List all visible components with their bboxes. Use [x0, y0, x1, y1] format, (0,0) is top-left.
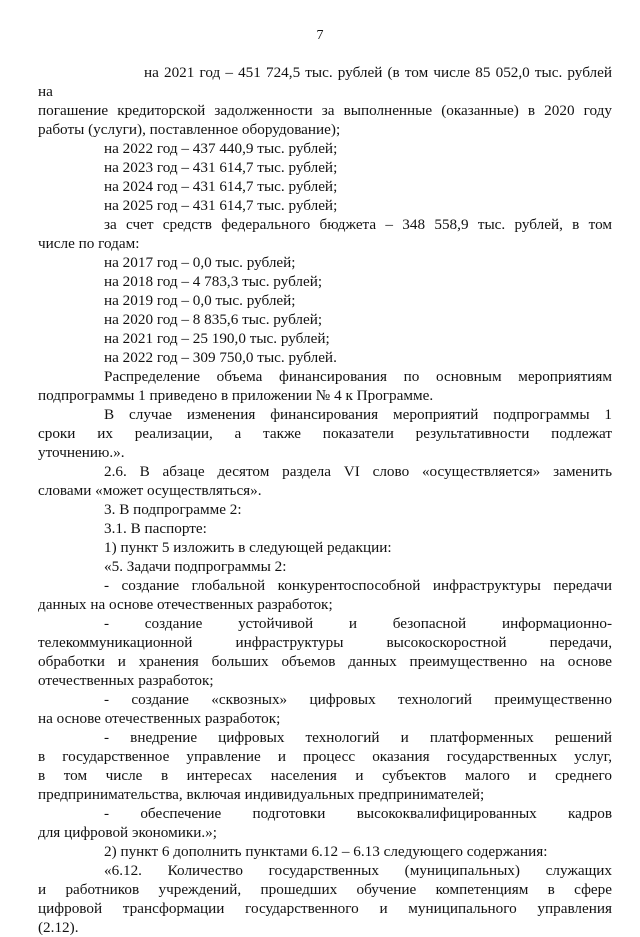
paragraph: на 2025 год – 431 614,7 тыс. рублей;	[104, 197, 338, 214]
text-line: и работников учреждений, прошедших обучение компетенциям в сфере	[38, 881, 612, 898]
page-body	[38, 63, 612, 937]
page-number: 7	[316, 28, 324, 43]
text-line: предпринимательства, включая индивидуальных предпринимателей;	[38, 786, 485, 803]
text-line: телекоммуникационной инфраструктуры высокоскоростной передачи,	[38, 634, 612, 651]
paragraph: на 2024 год – 431 614,7 тыс. рублей;	[104, 178, 338, 195]
paragraph: 1) пункт 5 изложить в следующей редакции:	[104, 539, 392, 556]
text-line: - создание устойчивой и безопасной информационно-	[104, 615, 612, 632]
paragraph: на 2021 год – 25 190,0 тыс. рублей;	[104, 330, 330, 347]
paragraph: «5. Задачи подпрограммы 2:	[104, 558, 287, 575]
text-line: Распределение объема финансирования по основным мероприятиям	[104, 368, 612, 385]
paragraph: на 2023 год – 431 614,7 тыс. рублей;	[104, 159, 338, 176]
text-line: - внедрение цифровых технологий и платформенных решений	[104, 729, 612, 746]
paragraph: на 2018 год – 4 783,3 тыс. рублей;	[104, 273, 323, 290]
text-line: сроки их реализации, а также показатели результативности подлежат	[38, 425, 612, 442]
paragraph: на 2020 год – 8 835,6 тыс. рублей;	[104, 311, 323, 328]
paragraph: на 2019 год – 0,0 тыс. рублей;	[104, 292, 296, 309]
text-line: отечественных разработок;	[38, 672, 214, 689]
text-line: на 2021 год – 451 724,5 тыс. рублей (в том числе 85 052,0 тыс. рублей на	[38, 64, 612, 100]
text-line: уточнению.».	[38, 444, 125, 461]
paragraph: 2) пункт 6 дополнить пунктами 6.12 – 6.13 следующего содержания:	[104, 843, 548, 860]
paragraph: на 2017 год – 0,0 тыс. рублей;	[104, 254, 296, 271]
text-line: числе по годам:	[38, 235, 140, 252]
text-line: - создание «сквозных» цифровых технологий преимущественно	[104, 691, 612, 708]
paragraph: на 2022 год – 437 440,9 тыс. рублей;	[104, 140, 338, 157]
text-line: в государственное управление и процесс оказания государственных услуг,	[38, 748, 612, 765]
paragraph	[38, 63, 612, 101]
paragraph: 3.1. В паспорте:	[104, 520, 207, 537]
text-line: В случае изменения финансирования мероприятий подпрограммы 1	[104, 406, 612, 423]
text-line: для цифровой экономики.»;	[38, 824, 217, 841]
text-line: - обеспечение подготовки высококвалифицированных кадров	[104, 805, 612, 822]
text-line: 2.6. В абзаце десятом раздела VI слово «осуществляется» заменить	[104, 463, 612, 480]
text-line: словами «может осуществляться».	[38, 482, 262, 499]
text-line: за счет средств федерального бюджета – 348 558,9 тыс. рублей, в том	[104, 216, 612, 233]
text-line: на основе отечественных разработок;	[38, 710, 281, 727]
text-line: - создание глобальной конкурентоспособной инфраструктуры передачи	[104, 577, 612, 594]
text-line: в том числе в интересах населения и субъектов малого и среднего	[38, 767, 612, 784]
paragraph: на 2022 год – 309 750,0 тыс. рублей.	[104, 349, 337, 366]
text-line: данных на основе отечественных разработок;	[38, 596, 333, 613]
paragraph: 3. В подпрограмме 2:	[104, 501, 242, 518]
text-line: обработки и хранения больших объемов данных преимущественно на основе	[38, 653, 612, 670]
text-line: подпрограммы 1 приведено в приложении № 4 к Программе.	[38, 387, 434, 404]
paragraph-continuation: погашение кредиторской задолженности за выполненные (оказанные) в 2020 году работы (услуги), поставленное оборудование);	[38, 102, 612, 138]
text-line: «6.12. Количество государственных (муниципальных) служащих	[104, 862, 612, 879]
text-line: цифровой трансформации государственного и муниципального управления	[38, 900, 612, 917]
text-line: (2.12).	[38, 919, 79, 936]
